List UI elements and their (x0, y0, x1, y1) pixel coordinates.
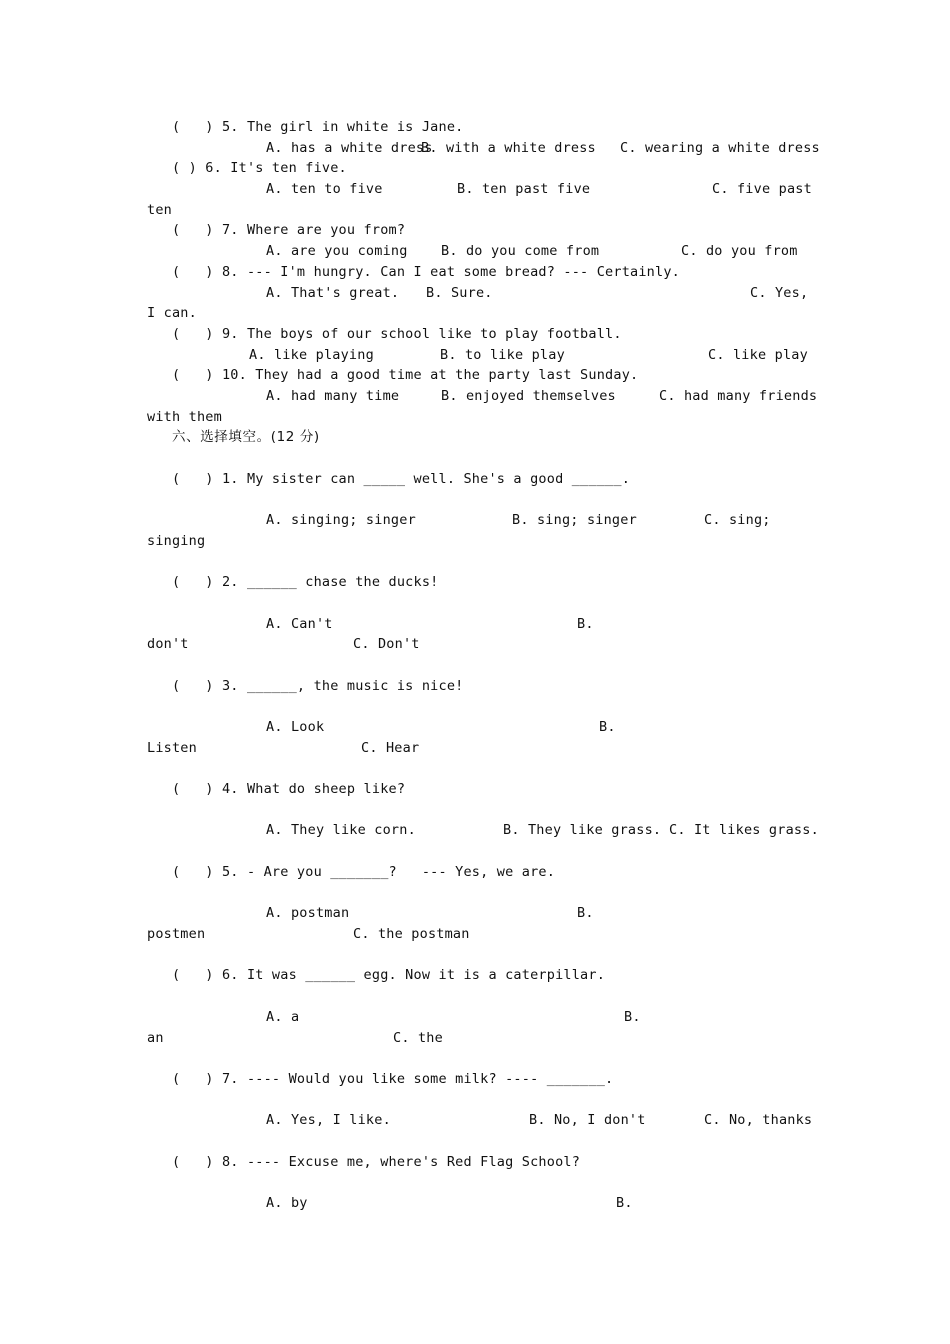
s6-question-3-option-c: C. Hear (361, 740, 420, 756)
question-5-option-a: A. has a white dress (266, 140, 433, 156)
s6-question-3-option-b: B. (599, 719, 616, 735)
question-10-option-c: C. had many friends (659, 388, 818, 404)
s6-question-1-option-b: B. sing; singer (512, 512, 637, 528)
question-9-option-c: C. like play (708, 347, 808, 363)
question-6-option-c-wrap: ten (147, 202, 172, 218)
question-5-stem: ( ) 5. The girl in white is Jane. (172, 119, 464, 135)
s6-question-7-option-b: B. No, I don't (529, 1112, 646, 1128)
s6-question-4-option-a: A. They like corn. (266, 822, 416, 838)
question-7-stem: ( ) 7. Where are you from? (172, 222, 406, 238)
question-10-option-b: B. enjoyed themselves (441, 388, 616, 404)
question-9-stem: ( ) 9. The boys of our school like to play football. (172, 326, 622, 342)
s6-question-6-option-a: A. a (266, 1009, 300, 1025)
question-6-option-a: A. ten to five (266, 181, 383, 197)
s6-question-3-option-a: A. Look (266, 719, 325, 735)
s6-question-2-stem: ( ) 2. ______ chase the ducks! (172, 574, 439, 590)
s6-question-7-option-a: A. Yes, I like. (266, 1112, 391, 1128)
s6-question-4-stem: ( ) 4. What do sheep like? (172, 781, 406, 797)
s6-question-5-option-b-wrap: postmen (147, 926, 206, 942)
s6-question-5-option-a: A. postman (266, 905, 350, 921)
s6-question-5-option-c: C. the postman (353, 926, 470, 942)
s6-question-6-option-c: C. the (393, 1030, 443, 1046)
s6-question-8-option-b: B. (616, 1195, 633, 1211)
s6-question-3-stem: ( ) 3. ______, the music is nice! (172, 678, 464, 694)
question-5-option-b: B. with a white dress (421, 140, 596, 156)
question-7-option-c: C. do you from (681, 243, 798, 259)
question-8-option-c-wrap: I can. (147, 305, 197, 321)
s6-question-2-option-b: B. (577, 616, 594, 632)
question-8-option-c: C. Yes, (750, 285, 809, 301)
question-10-stem: ( ) 10. They had a good time at the party last Sunday. (172, 367, 639, 383)
s6-question-1-option-c-wrap: singing (147, 533, 206, 549)
s6-question-8-stem: ( ) 8. ---- Excuse me, where's Red Flag School? (172, 1154, 581, 1170)
s6-question-6-option-b-wrap: an (147, 1030, 164, 1046)
section-6-heading: 六、选择填空。(12 分) (172, 429, 320, 445)
s6-question-7-option-c: C. No, thanks (704, 1112, 813, 1128)
question-10-option-a: A. had many time (266, 388, 400, 404)
s6-question-2-option-c: C. Don't (353, 636, 420, 652)
question-8-option-a: A. That's great. (266, 285, 400, 301)
s6-question-1-stem: ( ) 1. My sister can _____ well. She's a good ______. (172, 471, 631, 487)
s6-question-8-option-a: A. by (266, 1195, 308, 1211)
question-8-option-b: B. Sure. (426, 285, 493, 301)
question-10-option-c-wrap: with them (147, 409, 222, 425)
s6-question-5-stem: ( ) 5. - Are you _______? --- Yes, we are. (172, 864, 556, 880)
s6-question-5-option-b: B. (577, 905, 594, 921)
question-5-option-c: C. wearing a white dress (620, 140, 820, 156)
s6-question-2-option-a: A. Can't (266, 616, 333, 632)
question-7-option-b: B. do you come from (441, 243, 600, 259)
s6-question-2-option-b-wrap: don't (147, 636, 189, 652)
question-7-option-a: A. are you coming (266, 243, 408, 259)
question-9-option-b: B. to like play (440, 347, 565, 363)
s6-question-6-option-b: B. (624, 1009, 641, 1025)
question-8-stem: ( ) 8. --- I'm hungry. Can I eat some bread? --- Certainly. (172, 264, 680, 280)
s6-question-1-option-c: C. sing; (704, 512, 771, 528)
question-6-stem: ( ) 6. It's ten five. (172, 160, 347, 176)
s6-question-4-option-b: B. They like grass. (503, 822, 662, 838)
question-6-option-b: B. ten past five (457, 181, 591, 197)
s6-question-7-stem: ( ) 7. ---- Would you like some milk? ---- _______. (172, 1071, 614, 1087)
s6-question-1-option-a: A. singing; singer (266, 512, 416, 528)
question-6-option-c: C. five past (712, 181, 812, 197)
s6-question-3-option-b-wrap: Listen (147, 740, 197, 756)
question-9-option-a: A. like playing (249, 347, 374, 363)
s6-question-6-stem: ( ) 6. It was ______ egg. Now it is a caterpillar. (172, 967, 606, 983)
s6-question-4-option-c: C. It likes grass. (669, 822, 819, 838)
